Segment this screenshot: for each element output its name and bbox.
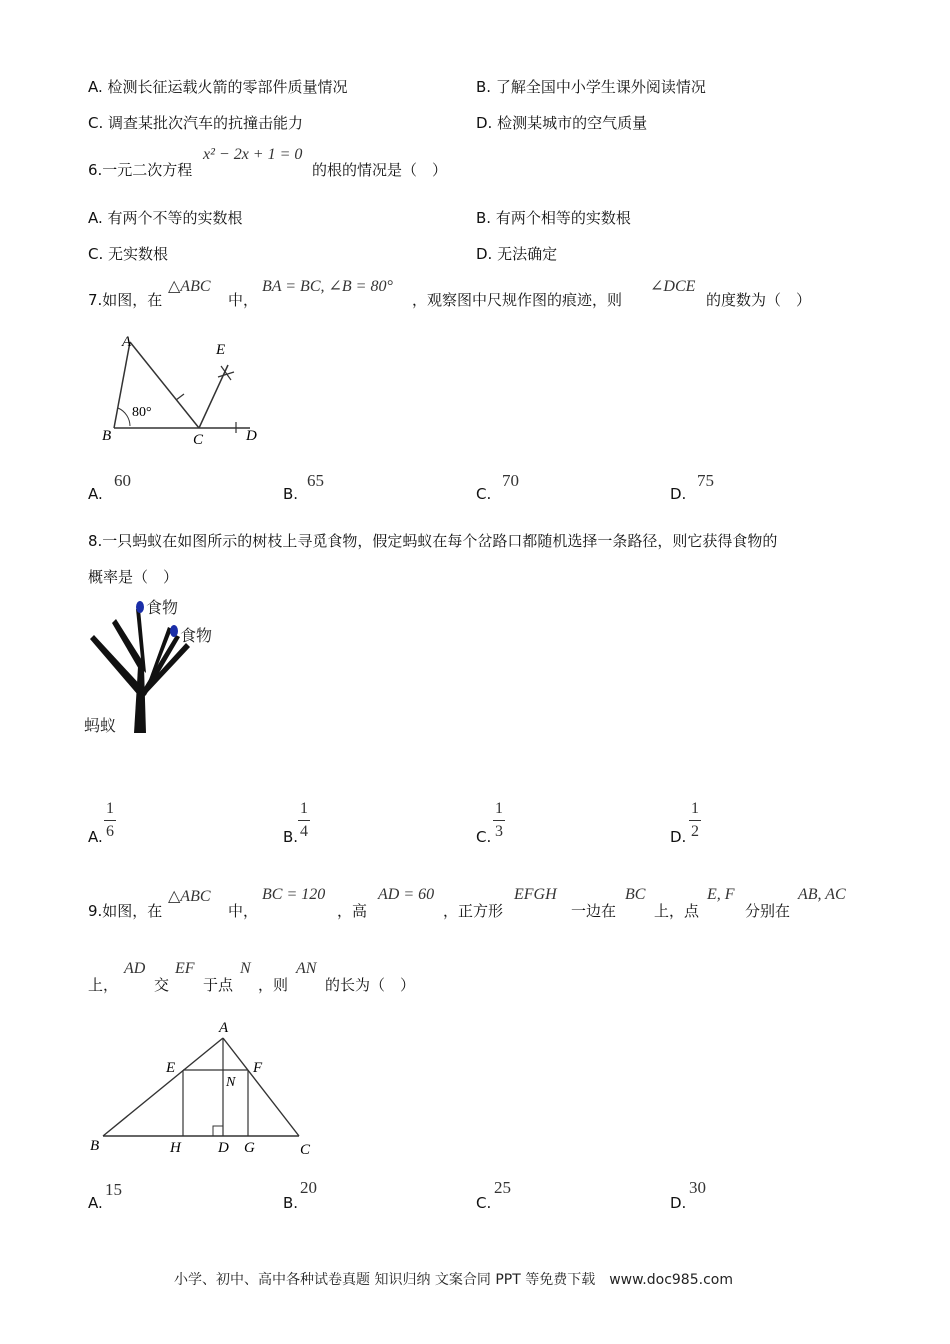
q7-mid: 中，: [228, 291, 259, 309]
q5-option-d: D. 检测某城市的空气质量: [476, 114, 648, 132]
q9-t2: ，高: [337, 902, 368, 920]
q8-food-label-1: 食物: [146, 598, 179, 617]
q9-t6: 分别在: [745, 902, 791, 920]
q8-ant-label: 蚂蚁: [84, 716, 117, 735]
q7-label-b: B: [102, 428, 112, 444]
q9-option-d-value: 30: [689, 1178, 706, 1197]
q9-label-h: H: [170, 1140, 181, 1156]
q8-option-a-label: A.: [88, 828, 103, 846]
q6-option-c: C. 无实数根: [88, 245, 169, 263]
q9-ad: AD = 60: [378, 886, 435, 903]
q9-label-g: G: [244, 1140, 255, 1156]
q7-option-a-label: A.: [88, 485, 103, 503]
q9-l2c: 于点: [203, 976, 234, 994]
q8-line1: 8.一只蚂蚁在如图所示的树枝上寻觅食物，假定蚂蚁在每个岔路口都随机选择一条路径，则它获得食物的: [88, 532, 778, 550]
q7-angle: ∠DCE: [650, 278, 696, 295]
q8-food-label-2: 食物: [180, 626, 213, 645]
q9-l2e: 的长为（ ）: [325, 976, 416, 994]
q8-option-d-fraction: 1 2: [691, 800, 699, 840]
q5-option-a: A. 检测长征运载火箭的零部件质量情况: [88, 78, 348, 96]
q7-option-d-value: 75: [697, 471, 714, 490]
q9-ef: E, F: [707, 886, 735, 903]
q6-option-b: B. 有两个相等的实数根: [476, 209, 631, 227]
q9-t3: ，正方形: [443, 902, 504, 920]
q8-option-c-label: C.: [476, 828, 492, 846]
q7-condition: BA = BC, ∠B = 80°: [262, 278, 393, 295]
q5-option-b: B. 了解全国中小学生课外阅读情况: [476, 78, 706, 96]
q9-label-d: D: [218, 1140, 229, 1156]
q9-l2b: 交: [154, 976, 170, 994]
q8-option-d-label: D.: [670, 828, 687, 846]
q9-label-n: N: [226, 1075, 236, 1090]
q8-line2: 概率是（ ）: [88, 568, 179, 586]
q7-prefix: 7.如图，在: [88, 291, 163, 309]
q6-option-a: A. 有两个不等的实数根: [88, 209, 243, 227]
q9-t4: 一边在: [571, 902, 617, 920]
q9-n: N: [240, 960, 251, 977]
q9-label-e: E: [166, 1060, 176, 1076]
q7-label-a: A: [122, 334, 132, 350]
q9-t1: 中，: [228, 902, 259, 920]
q9-option-b-value: 20: [300, 1178, 317, 1197]
q9-an: AN: [296, 960, 317, 977]
q7-label-c: C: [193, 432, 204, 448]
q9-label-c: C: [300, 1142, 311, 1158]
q9-abac: AB, AC: [798, 886, 846, 903]
q8-option-b-label: B.: [283, 828, 299, 846]
q8-option-b-fraction: 1 4: [300, 800, 308, 840]
q9-option-a-value: 15: [105, 1180, 122, 1199]
q9-label-f: F: [253, 1060, 263, 1076]
q7-option-c-label: C.: [476, 485, 492, 503]
q7-triangle: △ABC: [168, 278, 211, 295]
q9-option-b-label: B.: [283, 1194, 299, 1212]
q7-angle-label: 80°: [132, 405, 152, 420]
q8-option-c-fraction: 1 3: [495, 800, 503, 840]
q6-equation: x² − 2x + 1 = 0: [203, 146, 303, 163]
q8-tree-figure: [84, 595, 234, 740]
q7-option-d-label: D.: [670, 485, 687, 503]
q9-option-c-label: C.: [476, 1194, 492, 1212]
q6-prefix: 6.一元二次方程: [88, 161, 193, 179]
q9-prefix: 9.如图，在: [88, 902, 163, 920]
q6-option-d: D. 无法确定: [476, 245, 558, 263]
q9-option-c-value: 25: [494, 1178, 511, 1197]
q7-figure: [100, 330, 270, 450]
q7-suffix: 的度数为（ ）: [706, 291, 812, 309]
q7-label-e: E: [216, 342, 226, 358]
q7-option-c-value: 70: [502, 471, 519, 490]
q9-ef2: EF: [175, 960, 195, 977]
q7-option-a-value: 60: [114, 471, 131, 490]
q9-bc: BC = 120: [262, 886, 326, 903]
q9-efgh: EFGH: [514, 886, 557, 903]
q9-ad2: AD: [124, 960, 146, 977]
q9-label-a: A: [219, 1020, 229, 1036]
q9-t5: 上，点: [654, 902, 700, 920]
q7-label-d: D: [246, 428, 257, 444]
q9-option-d-label: D.: [670, 1194, 687, 1212]
q9-l2d: ，则: [258, 976, 289, 994]
q5-option-c: C. 调查某批次汽车的抗撞击能力: [88, 114, 304, 132]
q9-option-a-label: A.: [88, 1194, 103, 1212]
q9-figure: [86, 1018, 322, 1158]
q7-option-b-value: 65: [307, 471, 324, 490]
q7-option-b-label: B.: [283, 485, 299, 503]
q9-bc2: BC: [625, 886, 646, 903]
q6-suffix: 的根的情况是（ ）: [312, 161, 448, 179]
q9-l2a: 上，: [88, 976, 119, 994]
q9-label-b: B: [90, 1138, 100, 1154]
q8-option-a-fraction: 1 6: [106, 800, 114, 840]
q9-triangle: △ABC: [168, 888, 211, 905]
page-footer: 小学、初中、高中各种试卷真题 知识归纳 文案合同 PPT 等免费下载 www.doc985.com: [174, 1272, 733, 1288]
q7-text2: ，观察图中尺规作图的痕迹，则: [412, 291, 623, 309]
